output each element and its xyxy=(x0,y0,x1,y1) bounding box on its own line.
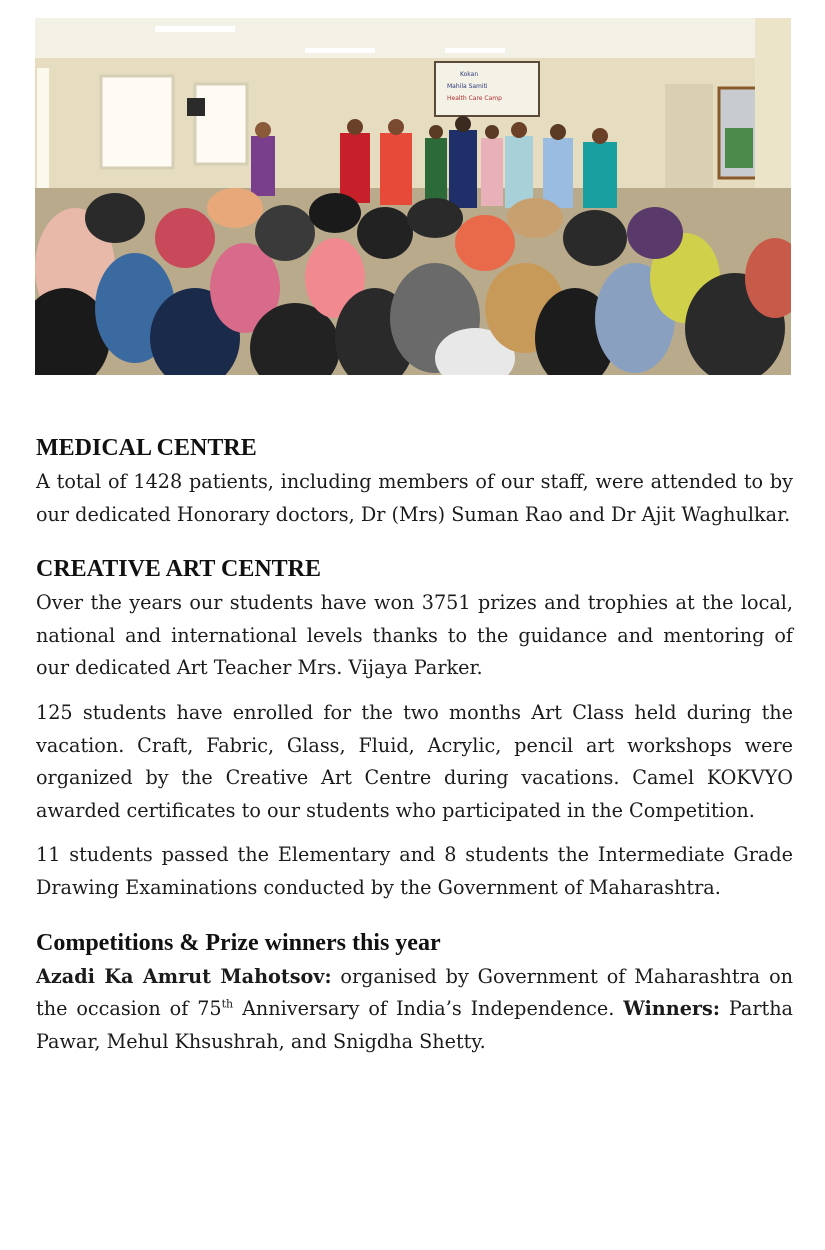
banner-line-2: Mahila Samiti xyxy=(447,83,488,90)
competitions-section xyxy=(36,927,793,1059)
creative-art-paragraph-3: 11 students passed the Elementary and 8 students the Intermediate Grade Drawing Examinations conducted by the Government of Maharashtra. xyxy=(36,843,793,899)
competitions-paragraph xyxy=(36,961,793,1059)
event-text-b: Anniversary of India’s Independence. xyxy=(233,997,624,1021)
event-photo xyxy=(35,18,791,375)
creative-art-paragraph-1: Over the years our students have won 3751 prizes and trophies at the local, national and international levels thanks to the guidance and mentoring of our dedicated Art Teacher Mrs. Vijaya Parker. xyxy=(36,591,793,680)
banner-line-3: Health Care Camp xyxy=(447,95,502,102)
medical-centre-section xyxy=(36,432,793,531)
creative-art-heading: CREATIVE ART CENTRE xyxy=(36,556,321,583)
competitions-heading: Competitions & Prize winners this year xyxy=(36,929,441,956)
event-title: Azadi Ka Amrut Mahotsov: xyxy=(36,964,332,988)
winners-label: Winners: xyxy=(623,997,720,1021)
creative-art-section xyxy=(36,553,793,904)
banner-line-1: Kokan xyxy=(460,71,479,78)
creative-art-paragraph-2: 125 students have enrolled for the two months Art Class held during the vacation. Craft, Fabric, Glass, Fluid, Acrylic, pencil art workshops were organized by the Creative Art Centre during vacations. Camel KOKVYO awarded certificates to our students who participated in the Competition. xyxy=(36,700,793,822)
event-superscript: th xyxy=(221,997,234,1011)
event-text-a: organised by Government of Maharashtra on the occasion of 75 xyxy=(36,964,793,1021)
document-body xyxy=(36,432,793,1080)
winners-text: Partha Pawar, Mehul Khsushrah, and Snigdha Shetty. xyxy=(36,997,793,1053)
medical-centre-heading: MEDICAL CENTRE xyxy=(36,435,257,461)
medical-centre-text: A total of 1428 patients, including members of our staff, were attended to by our dedicated Honorary doctors, Dr (Mrs) Suman Rao and Dr Ajit Waghulkar. xyxy=(36,470,793,526)
